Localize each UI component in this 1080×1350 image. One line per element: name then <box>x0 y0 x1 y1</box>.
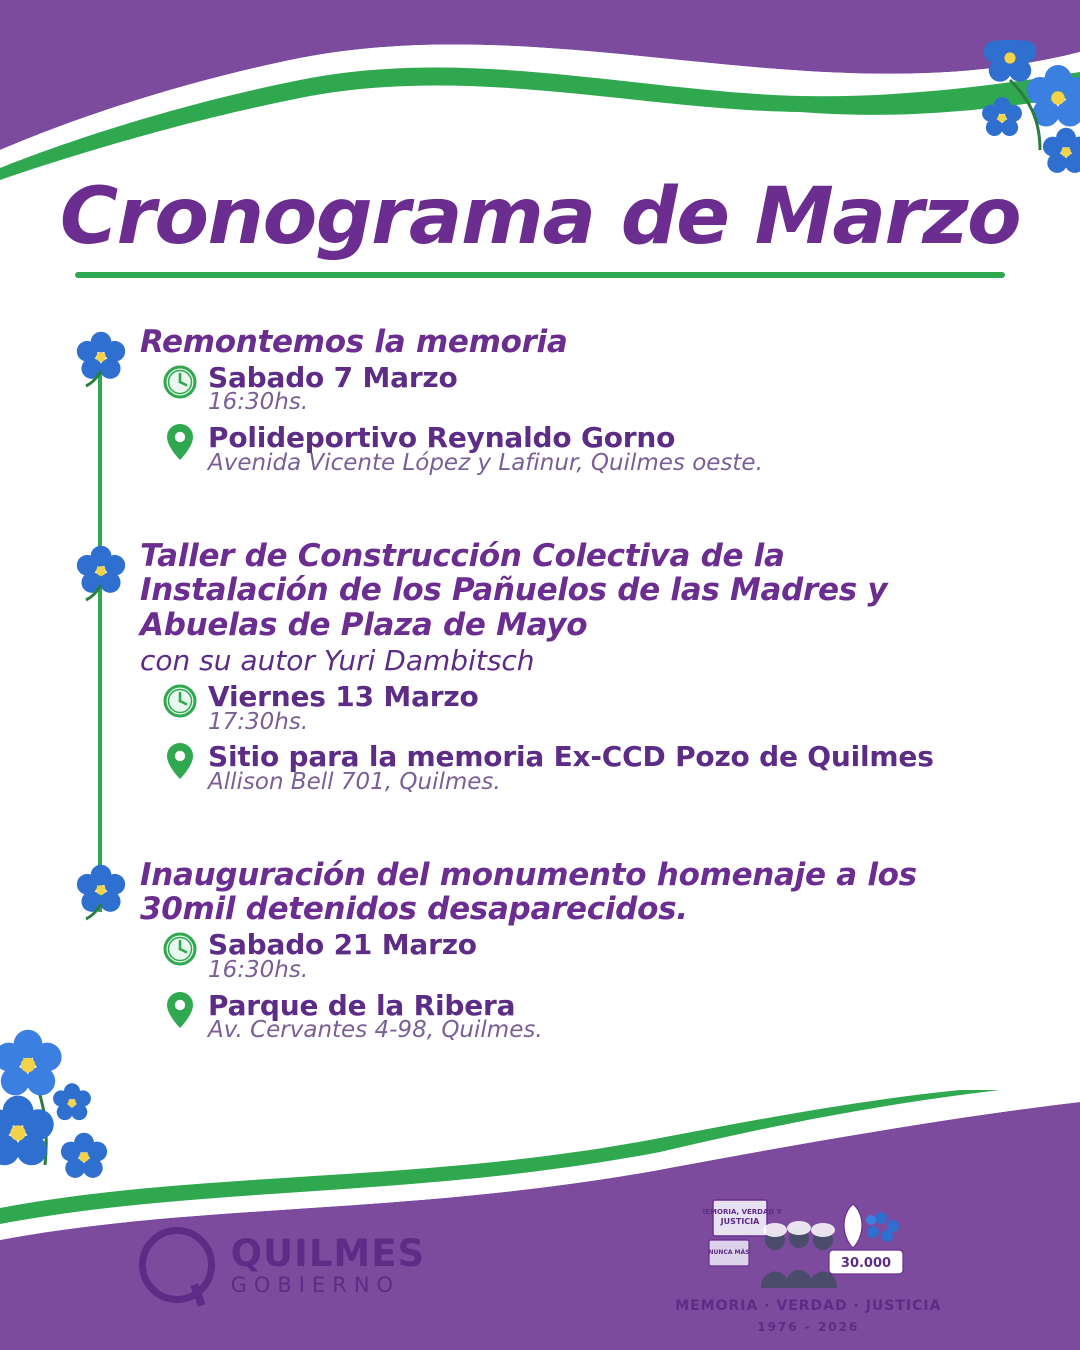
flower-bullet-icon <box>72 864 130 922</box>
event-date: Sabado 21 Marzo <box>208 928 477 962</box>
clock-icon <box>160 929 200 969</box>
svg-text:JUSTICIA: JUSTICIA <box>720 1217 760 1226</box>
event-item <box>0 325 1080 477</box>
event-heading: Remontemos la memoria <box>140 324 568 360</box>
memorial-years: 1976 - 2026 <box>757 1320 860 1334</box>
flower-bullet-icon <box>72 545 130 603</box>
events-list <box>0 325 1080 1054</box>
event-item <box>0 539 1080 796</box>
memorial-artwork-icon <box>703 1196 913 1292</box>
memorial-caption: MEMORIA · VERDAD · JUSTICIA <box>675 1298 942 1314</box>
svg-text:NUNCA MÁS: NUNCA MÁS <box>708 1249 750 1256</box>
event-place: Parque de la Ribera <box>208 988 516 1022</box>
event-datetime-row <box>160 929 1080 983</box>
event-subheading: con su autor Yuri Dambitsch <box>140 643 535 677</box>
svg-text:30.000: 30.000 <box>841 1256 892 1271</box>
event-datetime-row <box>160 362 1080 416</box>
event-heading: Taller de Construcción Colectiva de la Instalación de los Pañuelos de las Madres y Abuelas de Plaza de Mayo <box>140 537 888 643</box>
location-pin-icon <box>160 990 200 1030</box>
event-time: 16:30hs. <box>208 389 309 416</box>
flower-bullet-icon <box>72 331 130 389</box>
event-datetime-row <box>160 681 1080 735</box>
event-location-row <box>160 741 1080 795</box>
quilmes-gobierno-logo <box>139 1227 426 1303</box>
svg-text:MEMORIA, VERDAD Y: MEMORIA, VERDAD Y <box>703 1208 783 1216</box>
event-time: 16:30hs. <box>208 956 309 983</box>
page-title: Cronograma de Marzo <box>59 172 1021 262</box>
clock-icon <box>160 681 200 721</box>
brand-title: QUILMES <box>230 1231 426 1275</box>
event-item <box>0 858 1080 1044</box>
event-address: Allison Bell 701, Quilmes. <box>208 769 501 795</box>
event-place: Polideportivo Reynaldo Gorno <box>208 421 676 455</box>
event-address: Av. Cervantes 4-98, Quilmes. <box>208 1017 543 1044</box>
event-location-row <box>160 422 1080 476</box>
event-address: Avenida Vicente López y Lafinur, Quilmes oeste. <box>208 449 763 476</box>
page-title-block <box>0 172 1080 278</box>
event-time: 17:30hs. <box>208 708 309 735</box>
event-date: Sabado 7 Marzo <box>208 360 458 394</box>
quilmes-q-icon <box>139 1227 215 1303</box>
decorative-flowers-top-right <box>890 40 1080 190</box>
memorial-emblem <box>675 1196 941 1334</box>
location-pin-icon <box>160 741 200 781</box>
footer <box>0 1180 1080 1350</box>
title-underline <box>75 272 1005 278</box>
clock-icon <box>160 362 200 402</box>
brand-subtitle: GOBIERNO <box>230 1272 401 1297</box>
event-location-row <box>160 990 1080 1044</box>
location-pin-icon <box>160 422 200 462</box>
event-date: Viernes 13 Marzo <box>208 679 479 713</box>
event-place: Sitio para la memoria Ex-CCD Pozo de Quilmes <box>208 740 934 774</box>
event-heading: Inauguración del monumento homenaje a los 30mil detenidos desaparecidos. <box>140 856 917 928</box>
